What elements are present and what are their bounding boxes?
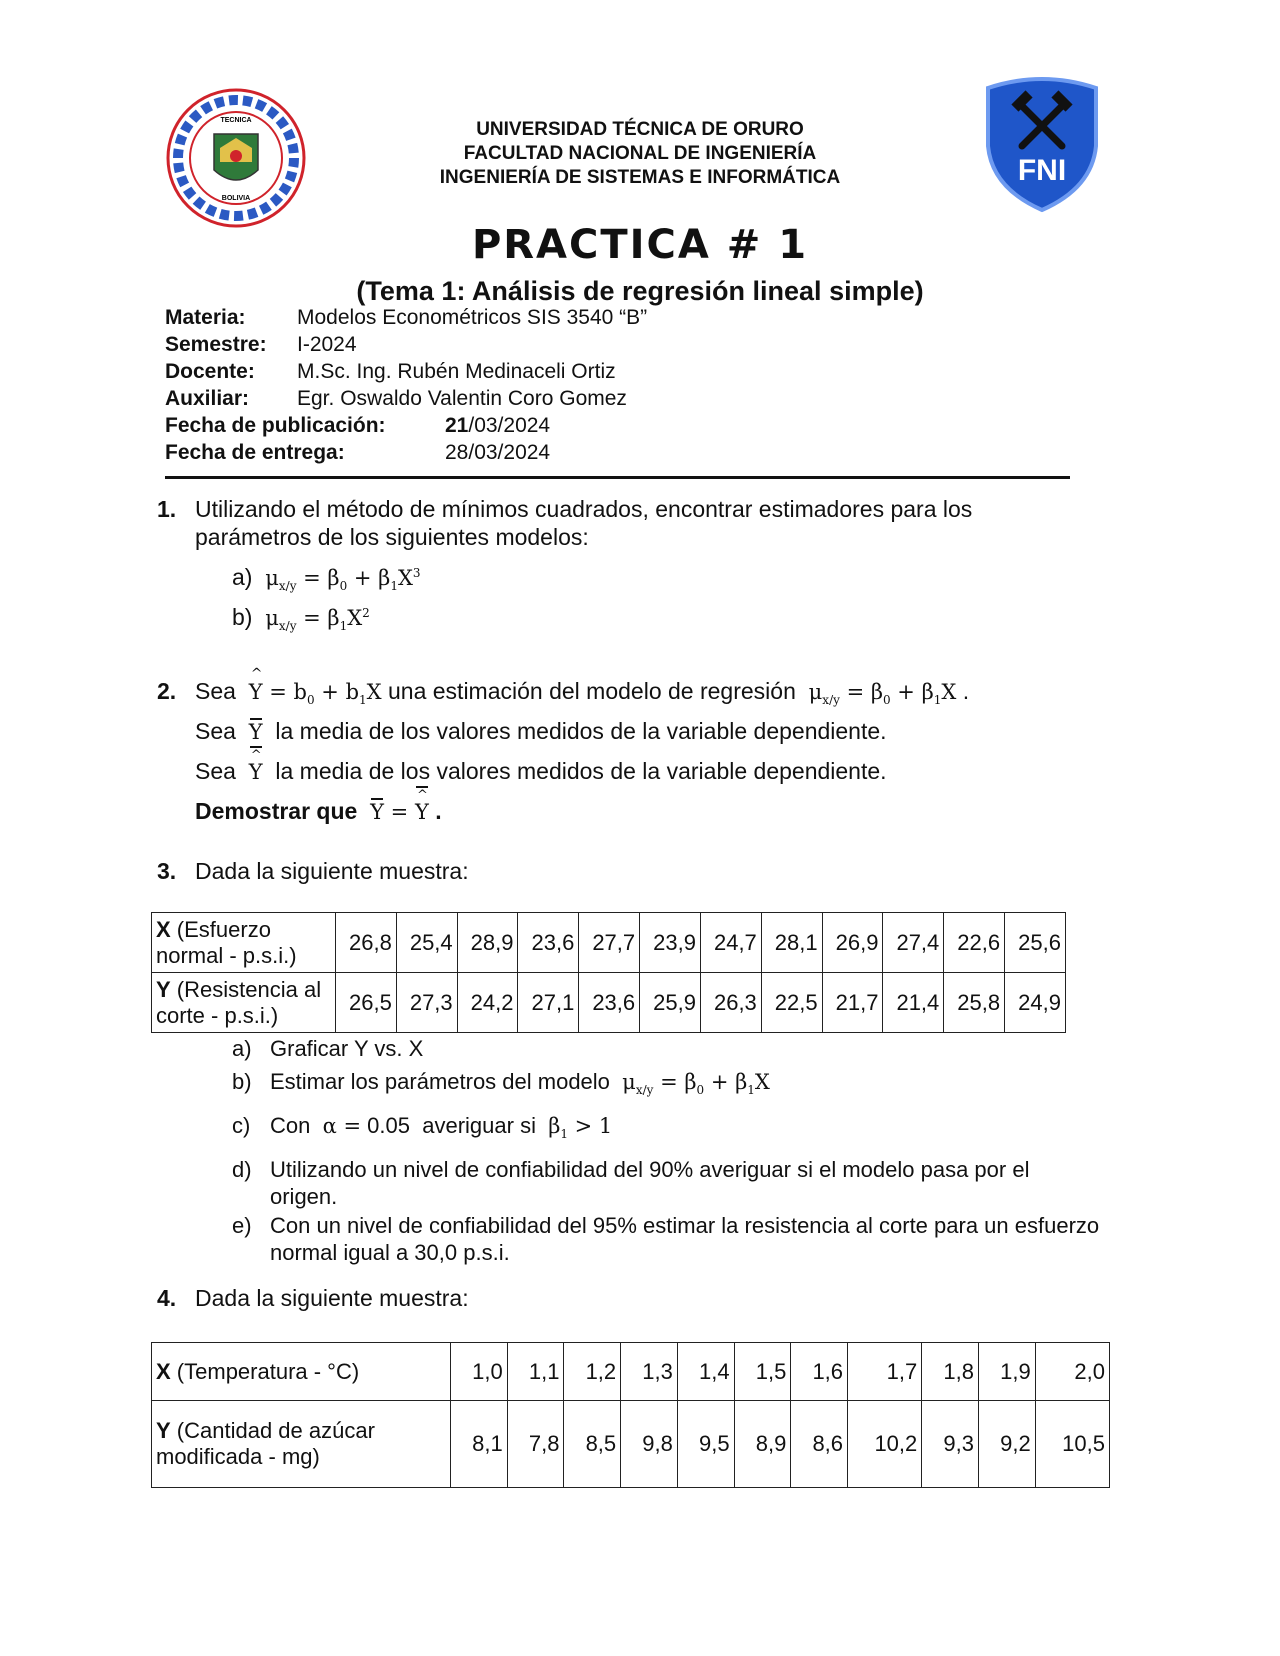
university-header [380, 118, 900, 190]
table-cell: 10,2 [848, 1401, 922, 1488]
q3-item-c: c) Con α = 0.05 averiguar si $\beta_1 > 1$ [232, 1113, 613, 1142]
table-cell: 25,8 [944, 973, 1005, 1033]
q3-intro: Dada la siguiente muestra: [195, 858, 469, 884]
table-cell: 21,7 [822, 973, 883, 1033]
table-cell: 24,2 [457, 973, 518, 1033]
q3-item-a: a) Graficar Y vs. X [232, 1036, 424, 1061]
table-cell: 1,3 [621, 1343, 678, 1401]
table-cell: 9,5 [677, 1401, 734, 1488]
table-cell: 27,1 [518, 973, 579, 1033]
table-cell: 1,2 [564, 1343, 621, 1401]
q3-y-header: Y (Resistencia al corte - p.s.i.) [152, 973, 336, 1033]
q3-x-header: X (Esfuerzo normal - p.s.i.) [152, 913, 336, 973]
publication-date: 21/03/2024 [445, 414, 551, 437]
q4-table [151, 1342, 1110, 1488]
auxiliar-value: Egr. Oswaldo Valentin Coro Gomez [297, 387, 627, 410]
table-cell: 21,4 [883, 973, 944, 1033]
table-cell: 1,6 [791, 1343, 848, 1401]
table-cell: 23,6 [579, 973, 640, 1033]
table-cell: 27,3 [396, 973, 457, 1033]
page-title: PRACTICA # 1 [471, 222, 809, 268]
table-cell: 1,9 [978, 1343, 1035, 1401]
career-name: INGENIERÍA DE SISTEMAS E INFORMÁTICA [439, 167, 841, 188]
due-date: 28/03/2024 [445, 441, 551, 464]
table-cell: 23,9 [640, 913, 701, 973]
table-cell: 10,5 [1035, 1401, 1109, 1488]
table-cell: 7,8 [507, 1401, 564, 1488]
q4-number: 4. [157, 1285, 177, 1311]
q4-row-y [152, 1401, 1110, 1488]
table-cell: 25,4 [396, 913, 457, 973]
table-cell: 1,4 [677, 1343, 734, 1401]
docente-value: M.Sc. Ing. Rubén Medinaceli Ortiz [297, 360, 616, 383]
table-cell: 8,9 [734, 1401, 791, 1488]
table-cell: 1,8 [922, 1343, 979, 1401]
q2-line1: Sea ^ $Y = b_0 + b_1X$ una estimación del modelo de regresión $\mu_{x/y} = \beta_0 + \beta_1X$ . [195, 678, 969, 707]
table-cell: 1,1 [507, 1343, 564, 1401]
svg-text:TECNICA: TECNICA [220, 117, 252, 124]
table-cell: 22,5 [761, 973, 822, 1033]
table-cell: 1,5 [734, 1343, 791, 1401]
table-cell: 9,8 [621, 1401, 678, 1488]
q1-number: 1. [157, 496, 177, 522]
q3-item-e: e) Con un nivel de confiabilidad del 95% estimar la resistencia al corte para un esfuerzo normal igual a 30,0 p.s.i. [232, 1213, 1100, 1266]
table-cell: 27,7 [579, 913, 640, 973]
q3-row-x [152, 913, 1066, 973]
table-cell: 25,6 [1005, 913, 1066, 973]
page: TECNICA BOLIVIA UNIVERSIDAD TÉCNICA DE ORURO FACULTAD NACIONAL DE INGENIERÍA INGENIERÍA DE SISTEMAS E INFORMÁTICA FNI PRACTICA # 1 (Tema 1: Análisis de regresión lineal simple) Materia: Modelos Econométricos SIS 3540 “B” Semestre: I-2024 Docente: M.Sc. Ing. Rubén Medinaceli Ortiz Auxiliar: Egr. Oswaldo Valentin Coro Gomez Fecha de publicación: 21/03/2024 Fecha de entrega: 28/03/2024 1. Utilizando el método de mínimos cuadrados, encontrar estimadores para los parámetros de los siguientes modelos: a) $\mu_{x/y} = \beta_0 + \beta_1X^3$ b) $\mu_{x/y} = \beta_1X^2$ 2. Sea ^ $Y = b_0 + b_1X$ una estimación del modelo de regresión $\mu_{x/y} = \beta_0 + \beta_1X$ . Sea Y la media de los valores medidos de la variable dependiente. Sea ^ Y la media de los valores medidos de la variable dependiente. Demostrar que Y = ^ Y . 3. Dada la siguiente muestra: X (Esfuerzo normal - p.s.i.) 26,8 25,4 28,9 23,6 27,7 23,9 24,7 28,1 26,9 27,4 22,6 25,6 Y (Resistencia al corte - p.s.i.) 26,5 27,3 24,2 27,1 23,6 25,9 26,3 22,5 21,7 21,4 25,8 24,9 a) Graficar Y vs. X b) Estimar los parámetros del modelo $\mu_{x/y} = \beta_0 + \beta_1X$ c) Con α = 0.05 averiguar si $\beta_1 > 1$ d) Utilizando un nivel de confiabilidad del 90% averiguar si el modelo pasa por el origen. e) Con un nivel de confiabilidad del 95% estimar la resistencia al corte para un esfuerzo normal igual a 30,0 p.s.i. 4. Dada la siguiente muestra: X (Temperatura - °C) 1,0 1,1 1,2 1,3 1,4 1,5 1,6 1,7 1,8 1,9 2,0 Y (Cantidad de azúcar modificada - mg) 8,1 7,8 8,5 9,8 9,5 8,9 8,6 10,2 9,3 9,2 10,5 [0, 0, 1280, 1656]
q2-line2: Sea Y la media de los valores medidos de la variable dependiente. [195, 718, 887, 744]
q1-item-b: b) $\mu_{x/y} = \beta_1X^2$ [232, 604, 370, 634]
table-cell: 8,1 [451, 1401, 508, 1488]
fni-shield-icon [982, 76, 1102, 214]
table-cell: 26,8 [336, 913, 397, 973]
table-cell: 1,0 [451, 1343, 508, 1401]
table-cell: 9,3 [922, 1401, 979, 1488]
q2-line3: Sea ^ Y la media de los valores medidos de la variable dependiente. [195, 758, 887, 785]
table-cell: 22,6 [944, 913, 1005, 973]
table-cell: 24,7 [700, 913, 761, 973]
table-cell: 28,9 [457, 913, 518, 973]
table-cell: 26,9 [822, 913, 883, 973]
q4-row-x [152, 1343, 1110, 1401]
faculty-name: FACULTAD NACIONAL DE INGENIERÍA [463, 143, 817, 164]
table-cell: 8,5 [564, 1401, 621, 1488]
q2-number: 2. [157, 678, 177, 704]
table-cell: 25,9 [640, 973, 701, 1033]
q2-line4: Demostrar que Y = ^ Y . [195, 798, 442, 825]
svg-text:BOLIVIA: BOLIVIA [221, 195, 251, 202]
svg-text:FNI: FNI [1017, 154, 1067, 187]
q1-line1: Utilizando el método de mínimos cuadrados, encontrar estimadores para los [195, 496, 973, 522]
table-cell: 8,6 [791, 1401, 848, 1488]
table-cell: 28,1 [761, 913, 822, 973]
q4-y-header: Y (Cantidad de azúcar modificada - mg) [152, 1401, 451, 1488]
semestre-value: I-2024 [297, 333, 357, 356]
q1-line2: parámetros de los siguientes modelos: [195, 524, 589, 550]
materia-value: Modelos Econométricos SIS 3540 “B” [297, 306, 648, 329]
table-cell: 23,6 [518, 913, 579, 973]
university-name: UNIVERSIDAD TÉCNICA DE ORURO [476, 119, 804, 140]
q3-number: 3. [157, 858, 177, 884]
table-cell: 2,0 [1035, 1343, 1109, 1401]
table-cell: 9,2 [978, 1401, 1035, 1488]
q3-item-d: d) Utilizando un nivel de confiabilidad del 90% averiguar si el modelo pasa por el origen. [232, 1157, 1030, 1210]
page-subtitle: (Tema 1: Análisis de regresión lineal simple) [356, 276, 924, 306]
divider [165, 476, 1070, 479]
q3-row-y [152, 973, 1066, 1033]
university-seal-icon [166, 88, 306, 228]
q4-intro: Dada la siguiente muestra: [195, 1285, 469, 1311]
q3-table [151, 912, 1066, 1033]
table-cell: 26,5 [336, 973, 397, 1033]
table-cell: 24,9 [1005, 973, 1066, 1033]
q1-item-a: a) $\mu_{x/y} = \beta_0 + \beta_1X^3$ [232, 564, 421, 594]
table-cell: 26,3 [700, 973, 761, 1033]
table-cell: 1,7 [848, 1343, 922, 1401]
table-cell: 27,4 [883, 913, 944, 973]
q4-x-header: X (Temperatura - °C) [152, 1343, 451, 1401]
q3-subitems [232, 1035, 1100, 1266]
q3-item-b: b) Estimar los parámetros del modelo $\mu_{x/y} = \beta_0 + \beta_1X$ [232, 1069, 770, 1098]
